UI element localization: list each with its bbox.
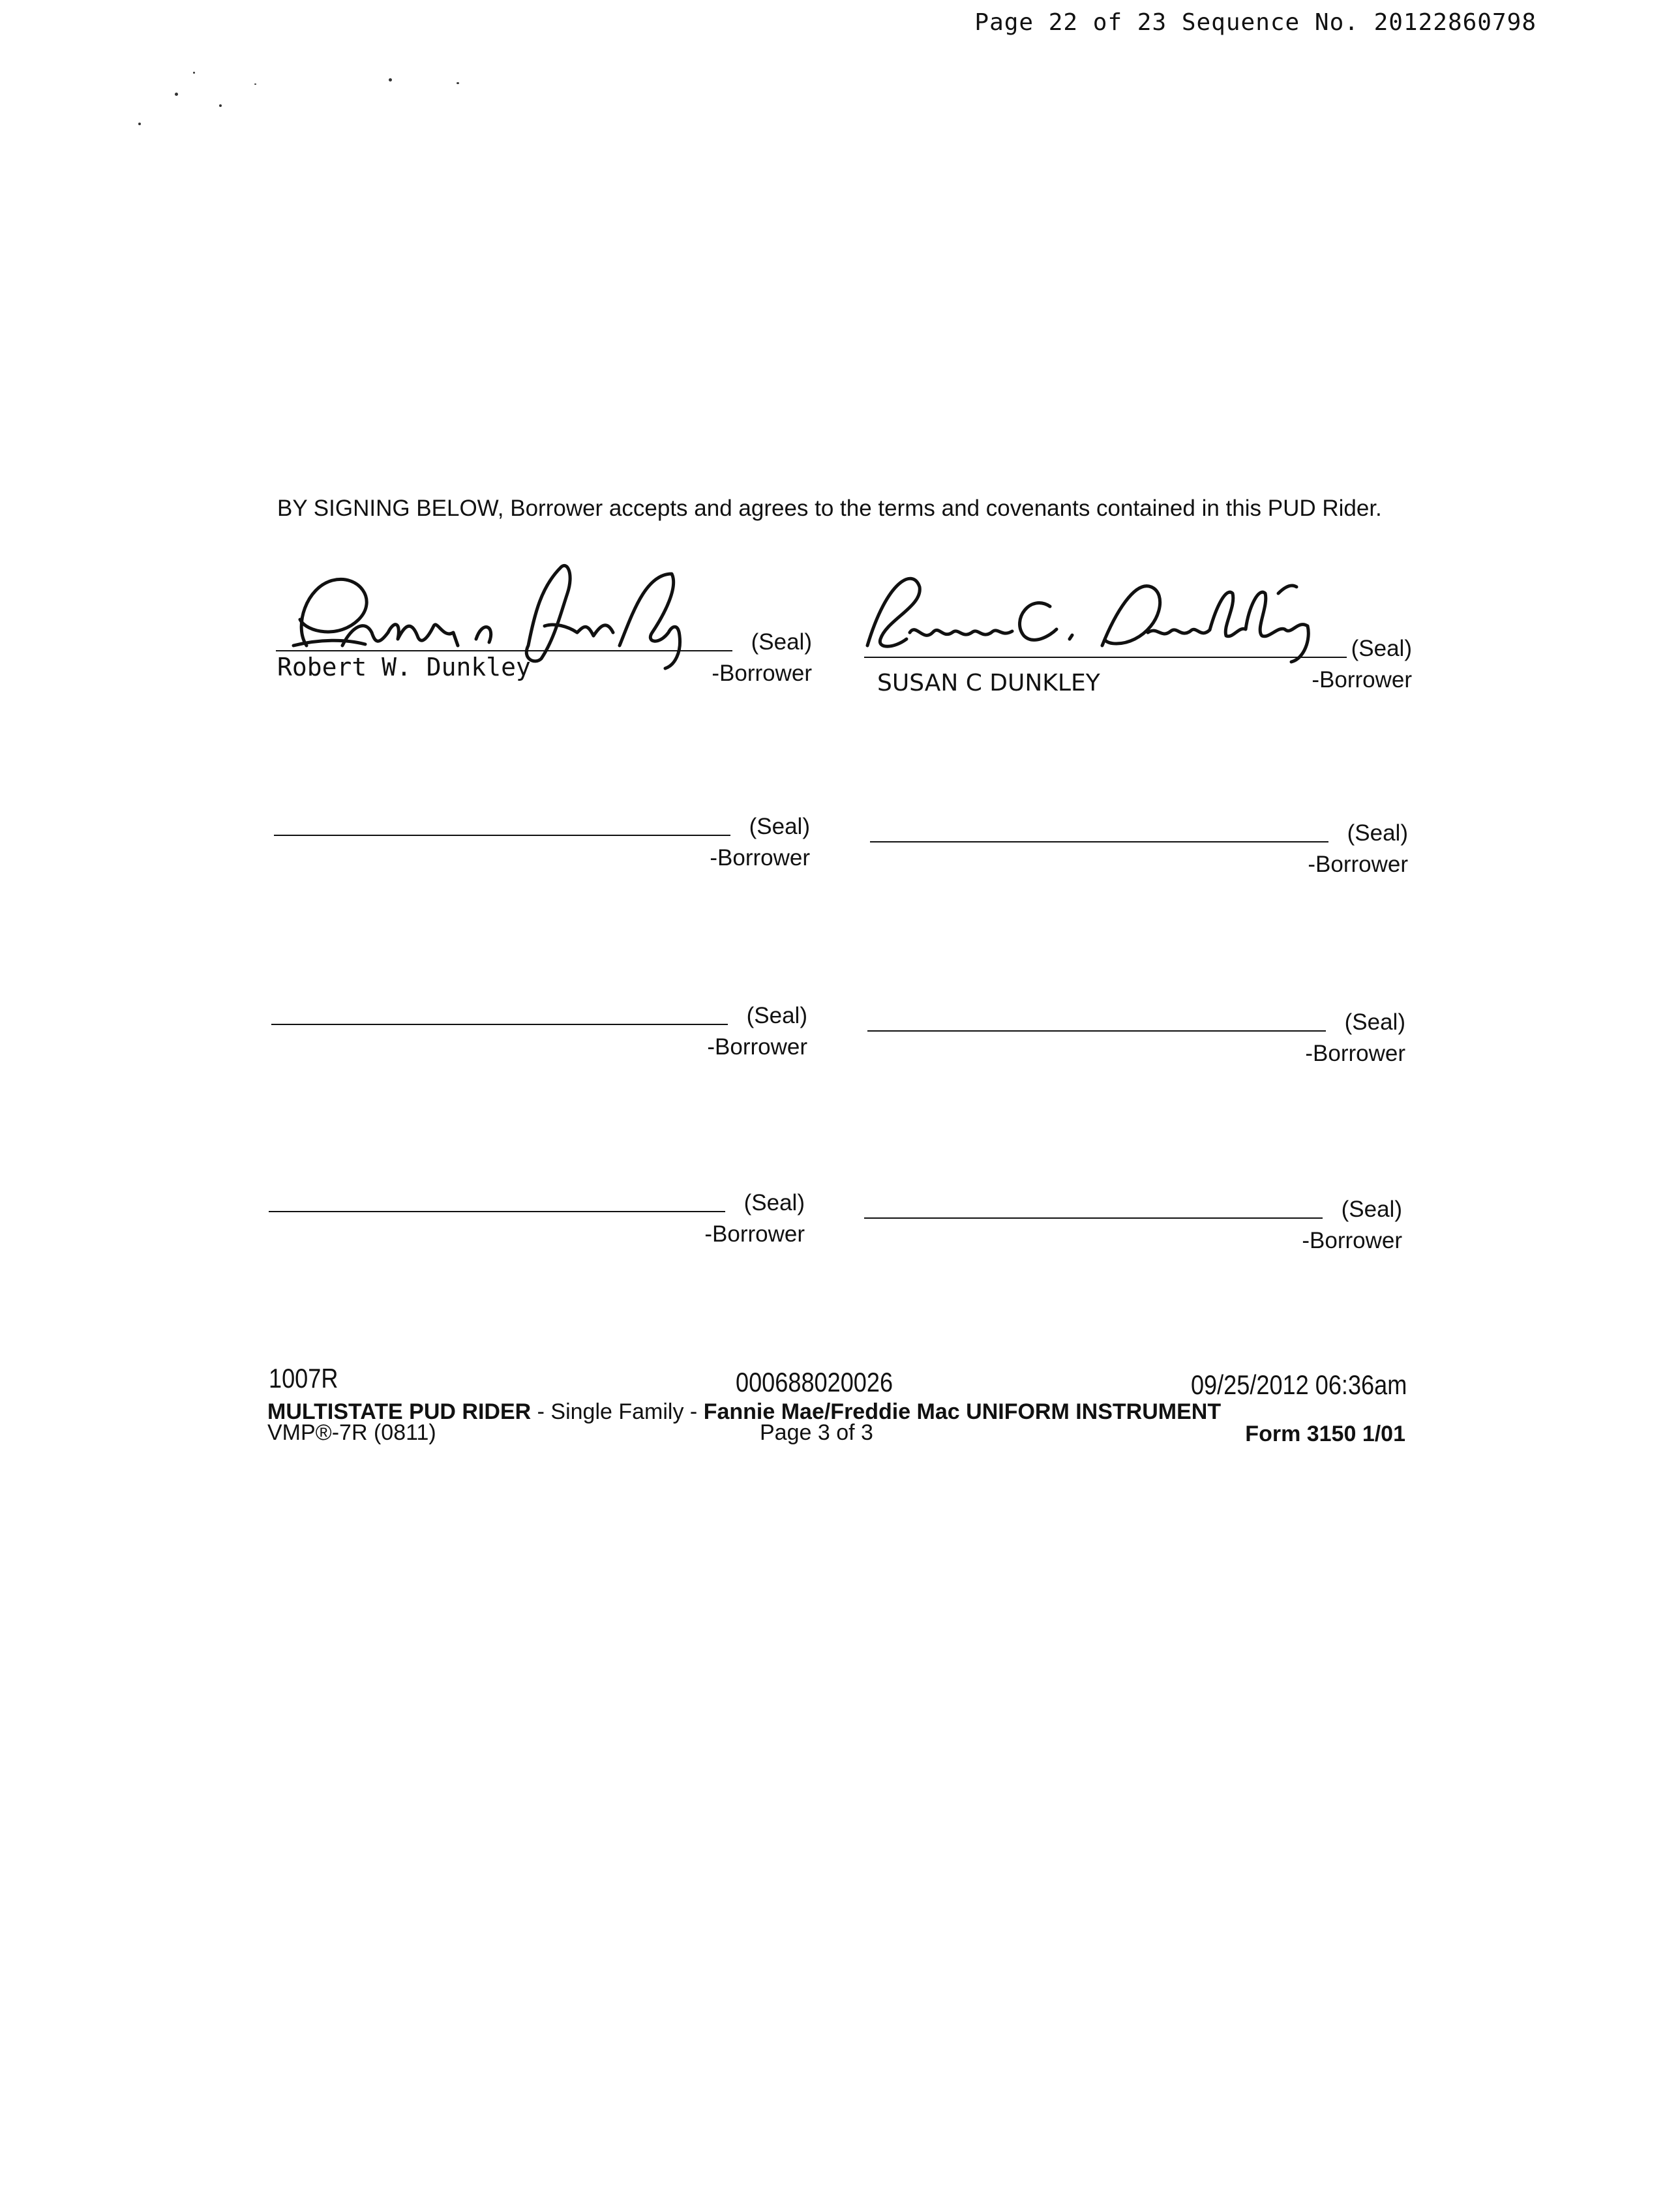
signer-printed-name: SUSAN C DUNKLEY bbox=[877, 670, 1100, 696]
signature-block-borrower-3 bbox=[274, 794, 810, 872]
borrower-role-label: -Borrower bbox=[1302, 1228, 1402, 1253]
seal-label: (Seal) bbox=[749, 814, 810, 839]
seal-label: (Seal) bbox=[751, 629, 812, 655]
borrower-role-label: -Borrower bbox=[707, 1034, 807, 1060]
signature-line bbox=[867, 1030, 1326, 1032]
signature-line bbox=[864, 1217, 1323, 1219]
form-title-middle: - Single Family - bbox=[531, 1399, 704, 1424]
form-code: 1007R bbox=[269, 1363, 338, 1394]
borrower-role-label: -Borrower bbox=[704, 1221, 805, 1247]
form-footer bbox=[267, 1363, 1405, 1452]
signature-block-borrower-2 bbox=[864, 616, 1412, 694]
page-number: Page 3 of 3 bbox=[760, 1420, 873, 1445]
form-number: Form 3150 1/01 bbox=[1245, 1422, 1405, 1446]
signature-line bbox=[269, 1211, 725, 1212]
signature-block-borrower-8 bbox=[864, 1177, 1402, 1255]
signature-block-borrower-5 bbox=[271, 983, 807, 1062]
footer-id-row bbox=[267, 1363, 1405, 1399]
seal-label: (Seal) bbox=[1351, 636, 1412, 661]
seal-label: (Seal) bbox=[1344, 1009, 1405, 1035]
seal-label: (Seal) bbox=[1341, 1197, 1402, 1222]
form-title-bold: MULTISTATE PUD RIDER bbox=[267, 1399, 532, 1424]
seal-label: (Seal) bbox=[1347, 820, 1408, 846]
seal-label: (Seal) bbox=[743, 1190, 805, 1215]
borrower-role-label: -Borrower bbox=[1305, 1041, 1405, 1066]
signature-line bbox=[271, 1024, 728, 1025]
agreement-statement: BY SIGNING BELOW, Borrower accepts and agrees to the terms and covenants contained in this PUD Rider. bbox=[277, 496, 1382, 521]
vmp-code: VMP®-7R (0811) bbox=[267, 1420, 436, 1445]
borrower-role-label: -Borrower bbox=[710, 845, 810, 871]
signature-line bbox=[276, 650, 732, 651]
signature-line bbox=[274, 835, 730, 836]
borrower-role-label: -Borrower bbox=[1312, 667, 1412, 693]
borrower-role-label: -Borrower bbox=[1308, 852, 1408, 877]
seal-label: (Seal) bbox=[746, 1003, 807, 1028]
signature-block-borrower-1 bbox=[276, 610, 812, 688]
form-title-bold-2: Fannie Mae/Freddie Mac UNIFORM INSTRUMENT bbox=[703, 1399, 1222, 1424]
signature-line bbox=[870, 841, 1328, 842]
signature-block-borrower-4 bbox=[870, 801, 1408, 879]
document-timestamp: 09/25/2012 06:36am bbox=[1190, 1369, 1407, 1400]
signature-block-borrower-7 bbox=[269, 1170, 805, 1249]
signature-line bbox=[864, 657, 1347, 658]
footer-meta-row bbox=[267, 1420, 1405, 1452]
borrower-role-label: -Borrower bbox=[712, 661, 812, 686]
signer-printed-name: Robert W. Dunkley bbox=[277, 653, 531, 681]
loan-number: 000688020026 bbox=[736, 1367, 893, 1397]
fax-header-stamp: Page 22 of 23 Sequence No. 20122860798 bbox=[974, 9, 1537, 36]
signature-block-borrower-6 bbox=[867, 990, 1405, 1068]
